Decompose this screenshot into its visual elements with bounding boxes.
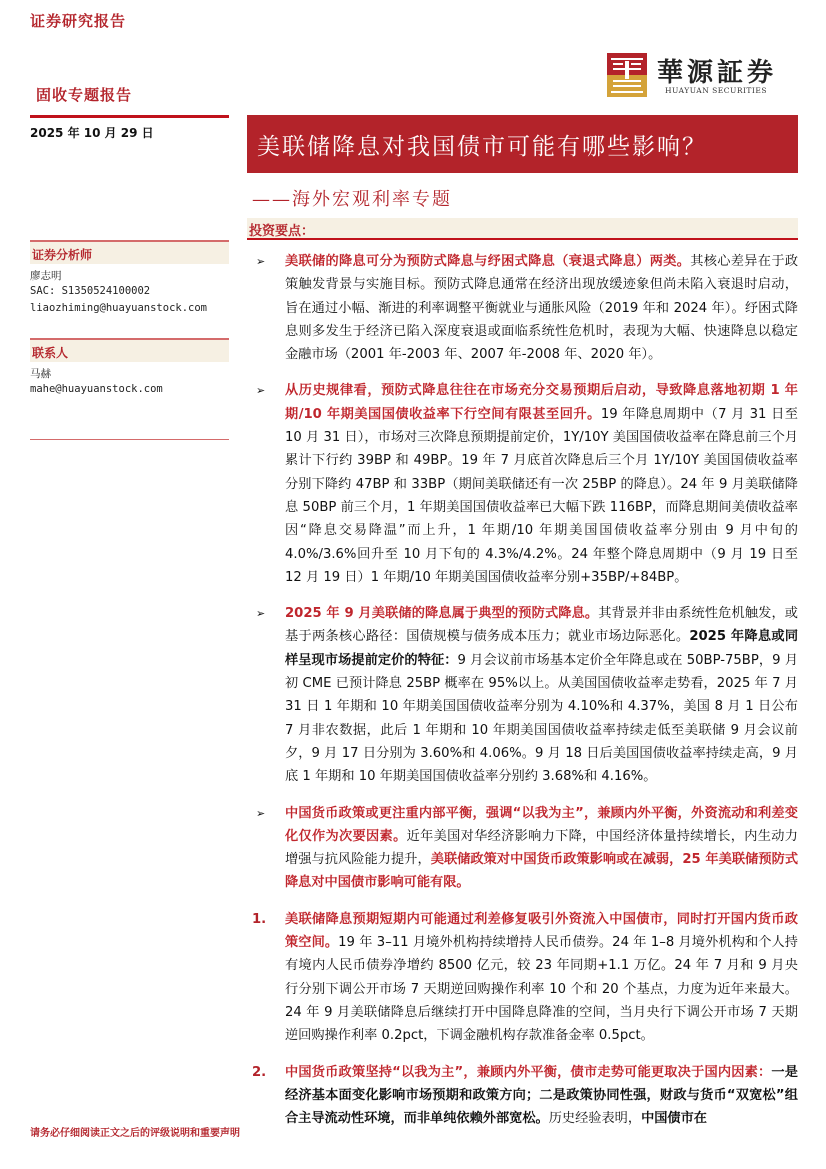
body-text: 历史经验表明，	[548, 1111, 642, 1127]
body-text: 19 年降息周期中（7 月 31 日至 10 月 31 日），市场对三次降息预期提前定价，1Y/10Y 美国国债收益率在降息前三个月累计下行约 39BP 和 49BP。19 年 7 月底首次降息后三个月 1Y/10Y 美国国债收益率分别下降约 47BP 和 33BP（期间美联储还有一次 25BP 的降息）。24 年 9 月美联储降息 50BP 前三个月，1 年期美国国债收益率已大幅下跌 116BP，而降息期间美债收益率因“降息交易降温”而上升，1 年期/10 年期美国国债收益率分别由 9 月中旬的 4.0%/3.6%回升至 10 月下旬的 4.3%/4.2%。24 年整个降息周期中（9 月 19 日至 12 月 19 日）1 年期/10 年期美国国债收益率分别+35BP/+84BP。	[285, 406, 798, 585]
analyst-sac: SAC: S1350524100002	[30, 285, 151, 297]
contact-heading-bar	[30, 338, 229, 362]
highlight-text: 美联储政策对中国货币政策影响或在减弱，25 年美联储预防式降息对中国债市影响可能有限。	[285, 852, 799, 891]
investment-point	[250, 1061, 798, 1131]
huayuan-logo-icon	[607, 53, 647, 97]
body-text: 其核心差异在于政策触发背景与实施目标。预防式降息通常在经济出现放缓迹象但尚未陷入衰退时启动，旨在通过小幅、渐进的利率调整平衡就业与通胀风险（2019 年和 2024 年）。纾困式降息则多发生于经济已陷入深度衰退或面临系统性危机时，表现为大幅、快速降息以稳定金融市场（2001 年-2003 年、2007 年-2008 年、2020 年）。	[285, 254, 799, 363]
body-text: 19 年 3–11 月境外机构持续增持人民币债券。24 年 1–8 月境外机构和个人持有境内人民币债券净增约 8500 亿元，较 23 年同期+1.1 万亿。24 年 7 月和 9 月央行分别下调公开市场 7 天期逆回购操作利率 10 个和 20 个基点，力度为近年来最大。24 年 9 月美联储降息后继续打开中国降息降准的空间，当月央行下调公开市场 7 天期逆回购操作利率 0.2pct，下调金融机构存款准备金率 0.5pct。	[285, 935, 798, 1044]
page-title: 美联储降息对我国债市可能有哪些影响？	[257, 134, 707, 160]
report-category: 固收专题报告	[36, 86, 133, 104]
bold-text: 中国债市在	[641, 1111, 707, 1127]
brand-logo	[607, 50, 797, 100]
section-header-bar	[247, 218, 798, 240]
arrow-bullet-icon: ➢	[256, 384, 266, 398]
analyst-name: 廖志明	[30, 270, 62, 282]
analyst-heading: 证券分析师	[32, 248, 93, 262]
investment-point	[250, 250, 798, 366]
analyst-heading-bar	[30, 240, 229, 264]
analyst-email[interactable]: liaozhiming@huayuanstock.com	[30, 302, 208, 314]
arrow-bullet-icon: ➢	[256, 806, 266, 820]
brand-name-cn: 華源証券	[657, 58, 778, 88]
contact-email[interactable]: mahe@huayuanstock.com	[30, 383, 163, 395]
bold-text: 2025 年降息或同样呈现市场提前定价的特征：	[285, 629, 799, 668]
highlight-text: 中国货币政策坚持“以我为主”，兼顾内外平衡，债市走势可能更取决于国内因素：	[285, 1064, 772, 1080]
investment-point	[250, 908, 798, 1048]
investment-points	[250, 250, 798, 1143]
investment-point	[250, 802, 798, 895]
list-number: 1.	[252, 911, 267, 927]
highlight-text: 中国货币政策或更注重内部平衡，强调“以我为主”，兼顾内外平衡，外资流动和利差变化仅作为次要因素。	[285, 805, 798, 844]
section-label: 投资要点：	[249, 224, 315, 239]
investment-point	[250, 602, 798, 788]
contact-heading: 联系人	[32, 346, 69, 360]
highlight-text: 2025 年 9 月美联储的降息属于典型的预防式降息。	[285, 606, 599, 622]
body-text: 9 月会议前市场基本定价全年降息或在 50BP-75BP，9 月初 CME 已预计降息 25BP 概率在 95%以上。从美国国债收益率走势看，2025 年 7 月 31 日 1 年期和 10 年期美国国债收益率分别为 4.10%和 4.37%，美国 8 月 1 日公布 7 月非农数据，此后 1 年期和 10 年期美国国债收益率持续走低至美联储 9 月会议前夕，9 月 17 日分别为 3.60%和 4.06%。9 月 18 日后美国国债收益率持续走高，9 月底 1 年期和 10 年期美国国债收益率分别约 3.68%和 4.16%。	[285, 652, 799, 785]
highlight-text: 从历史规律看，预防式降息往往在市场充分交易预期后启动，导致降息落地初期 1 年期/10 年期美国国债收益率下行空间有限甚至回升。	[285, 383, 798, 422]
investment-point	[250, 379, 798, 589]
bold-text: 一是经济基本面变化影响市场预期和政策方向；二是政策协同性强，财政与货币“双宽松”组合主导流动性环境，而非单纯依赖外部宽松。	[285, 1064, 798, 1127]
contact-name: 马赫	[30, 368, 51, 380]
body-text: 其背景并非由系统性危机触发，或基于两条核心路径：国债规模与债务成本压力；就业市场边际恶化。	[285, 606, 798, 645]
brand-name-en: HUAYUAN SECURITIES	[665, 86, 768, 95]
header-divider	[30, 115, 229, 118]
list-number: 2.	[252, 1064, 267, 1080]
body-text: 近年美国对华经济影响力下降，中国经济体量持续增长，内生动力增强与抗风险能力提升，	[285, 828, 798, 868]
highlight-text: 美联储降息预期短期内可能通过利差修复吸引外资流入中国债市，同时打开国内货币政策空间。	[285, 911, 798, 951]
page-subtitle: ——海外宏观利率专题	[252, 189, 452, 210]
footer-disclaimer: 请务必仔细阅读正文之后的评级说明和重要声明	[30, 1128, 240, 1139]
document-type-label: 证券研究报告	[30, 12, 127, 30]
highlight-text: 美联储的降息可分为预防式降息与纾困式降息（衰退式降息）两类。	[285, 254, 691, 269]
arrow-bullet-icon: ➢	[256, 607, 266, 621]
sidebar-divider	[30, 439, 229, 440]
arrow-bullet-icon: ➢	[256, 255, 266, 268]
report-date: 2025 年 10 月 29 日	[30, 126, 154, 140]
title-banner	[247, 115, 798, 173]
